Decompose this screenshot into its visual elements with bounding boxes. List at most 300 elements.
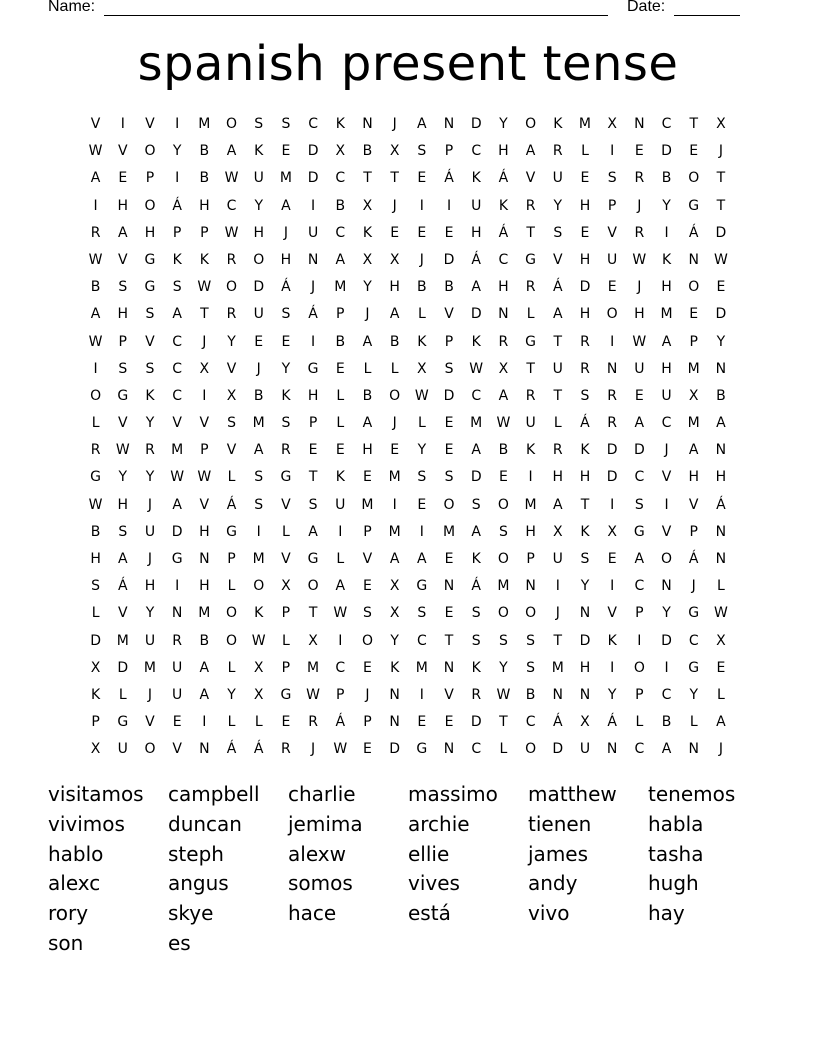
grid-letter: H: [579, 251, 591, 268]
grid-letter: E: [607, 279, 617, 296]
grid-letter: C: [335, 224, 346, 241]
grid-letter: C: [634, 578, 645, 595]
grid-letter: G: [416, 578, 428, 595]
grid-letter: E: [580, 224, 590, 241]
grid-letter: H: [552, 469, 564, 486]
grid-letter: W: [88, 496, 103, 513]
grid-row: [82, 576, 738, 603]
grid-letter: R: [607, 415, 618, 432]
grid-letter: Á: [688, 551, 699, 567]
grid-letter: L: [227, 714, 236, 731]
grid-letter: O: [497, 496, 509, 513]
grid-letter: H: [280, 251, 292, 268]
grid-letter: N: [443, 741, 455, 758]
grid-letter: B: [362, 143, 373, 160]
page-title: spanish present tense: [137, 36, 679, 92]
word-list-item: jemima: [288, 811, 363, 836]
word-list-item: visitamos: [48, 782, 144, 806]
grid-letter: A: [661, 741, 672, 758]
grid-letter: R: [281, 741, 291, 758]
grid-letter: K: [145, 387, 155, 404]
grid-row: [82, 495, 738, 522]
grid-letter: H: [579, 197, 591, 214]
grid-letter: D: [470, 714, 482, 731]
grid-row: [82, 467, 738, 494]
grid-row: [82, 359, 738, 386]
grid-letter: B: [362, 387, 373, 404]
grid-letter: J: [718, 741, 723, 758]
grid-letter: S: [363, 605, 372, 622]
grid-letter: L: [118, 686, 127, 703]
grid-letter: X: [716, 116, 726, 132]
grid-letter: E: [390, 442, 400, 459]
grid-letter: S: [227, 415, 236, 432]
grid-letter: I: [528, 469, 533, 486]
grid-letter: U: [552, 360, 563, 377]
grid-letter: X: [607, 523, 617, 540]
grid-letter: B: [716, 387, 726, 404]
grid-letter: W: [496, 415, 511, 432]
grid-letter: T: [200, 306, 209, 323]
grid-letter: G: [633, 523, 645, 540]
grid-letter: T: [553, 333, 563, 350]
grid-letter: V: [281, 496, 291, 513]
grid-letter: R: [145, 442, 155, 459]
grid-letter: B: [661, 714, 672, 731]
grid-letter: W: [333, 741, 348, 758]
grid-letter: X: [716, 632, 726, 649]
grid-letter: R: [525, 387, 536, 404]
grid-letter: K: [607, 632, 617, 649]
grid-letter: Á: [498, 170, 509, 187]
grid-letter: H: [90, 551, 101, 567]
grid-letter: I: [419, 686, 424, 703]
grid-letter: I: [664, 659, 669, 676]
word-list-item: andy: [528, 871, 578, 896]
grid-letter: Á: [308, 306, 318, 323]
grid-letter: P: [689, 333, 698, 350]
grid-letter: S: [580, 387, 590, 404]
grid-letter: R: [226, 306, 237, 323]
grid-letter: I: [610, 659, 615, 676]
grid-row: [82, 332, 738, 359]
grid-letter: S: [471, 632, 481, 649]
grid-letter: G: [688, 605, 700, 622]
grid-letter: B: [90, 523, 101, 540]
grid-letter: J: [147, 686, 153, 703]
grid-letter: I: [664, 224, 669, 241]
grid-row: [82, 440, 738, 467]
grid-letter: R: [552, 442, 563, 459]
grid-letter: N: [199, 551, 210, 567]
grid-letter: N: [579, 686, 591, 703]
grid-letter: J: [392, 415, 397, 432]
grid-letter: A: [117, 224, 128, 241]
grid-letter: O: [361, 632, 373, 649]
grid-row: [82, 522, 738, 549]
grid-letter: P: [526, 551, 535, 567]
grid-letter: K: [526, 442, 536, 459]
grid-letter: V: [172, 741, 182, 758]
grid-letter: G: [307, 551, 319, 567]
grid-letter: M: [415, 659, 428, 676]
grid-letter: W: [88, 143, 103, 160]
grid-letter: X: [389, 578, 400, 595]
grid-letter: D: [470, 116, 482, 132]
grid-letter: K: [281, 387, 291, 404]
grid-letter: C: [471, 143, 482, 160]
grid-letter: J: [637, 279, 642, 296]
grid-letter: M: [551, 659, 564, 676]
grid-letter: E: [444, 415, 454, 432]
grid-letter: C: [172, 387, 183, 404]
grid-letter: K: [390, 659, 400, 676]
grid-letter: H: [634, 306, 645, 323]
grid-letter: M: [143, 659, 157, 676]
grid-letter: S: [172, 279, 182, 296]
grid-letter: A: [281, 197, 291, 214]
grid-letter: S: [145, 360, 155, 377]
grid-letter: S: [634, 496, 644, 513]
grid-letter: P: [200, 442, 209, 459]
grid-letter: D: [661, 143, 672, 160]
grid-letter: I: [555, 578, 560, 595]
grid-letter: N: [715, 442, 727, 459]
grid-letter: L: [717, 578, 725, 595]
word-list-item: son: [48, 930, 84, 955]
grid-letter: E: [580, 170, 590, 187]
grid-letter: G: [117, 387, 129, 404]
grid-letter: K: [335, 116, 345, 132]
grid-letter: K: [172, 251, 182, 268]
grid-letter: H: [525, 523, 536, 540]
grid-letter: E: [281, 714, 291, 731]
grid-letter: S: [498, 523, 508, 540]
grid-letter: N: [579, 605, 591, 622]
word-list-item: tenemos: [648, 782, 736, 806]
grid-letter: Y: [662, 197, 671, 214]
word-list-item: hay: [648, 901, 685, 926]
grid-letter: M: [198, 605, 211, 622]
grid-letter: A: [661, 333, 672, 350]
word-list-item: james: [528, 841, 589, 866]
grid-letter: G: [144, 279, 156, 296]
grid-letter: B: [525, 686, 536, 703]
grid-letter: A: [688, 442, 699, 459]
grid-letter: N: [307, 251, 319, 268]
grid-letter: I: [392, 496, 397, 513]
grid-letter: S: [118, 360, 128, 377]
grid-letter: E: [716, 659, 726, 676]
grid-letter: C: [226, 197, 237, 214]
date-label: Date:: [627, 0, 666, 15]
grid-letter: O: [389, 387, 401, 404]
grid-letter: Á: [607, 714, 617, 731]
grid-letter: T: [444, 632, 454, 649]
grid-letter: B: [661, 170, 672, 187]
grid-letter: K: [580, 442, 590, 459]
word-list-item: charlie: [288, 782, 356, 806]
grid-letter: Á: [172, 197, 182, 214]
grid-letter: H: [688, 469, 699, 486]
grid-letter: N: [389, 714, 400, 731]
grid-letter: Y: [716, 333, 726, 350]
grid-letter: U: [172, 659, 183, 676]
grid-letter: O: [90, 387, 102, 404]
grid-letter: O: [226, 116, 238, 132]
grid-letter: D: [307, 170, 319, 187]
grid-letter: L: [91, 605, 100, 622]
grid-letter: V: [607, 224, 617, 241]
grid-letter: Y: [499, 116, 508, 132]
grid-letter: O: [633, 659, 645, 676]
grid-letter: R: [90, 224, 101, 241]
grid-letter: U: [471, 197, 482, 214]
grid-letter: T: [689, 116, 698, 132]
grid-letter: Á: [471, 578, 481, 595]
grid-letter: W: [88, 333, 103, 350]
grid-letter: U: [552, 551, 563, 567]
grid-letter: J: [283, 224, 288, 241]
grid-letter: A: [525, 143, 536, 160]
grid-letter: S: [607, 170, 617, 187]
grid-letter: A: [634, 551, 645, 567]
grid-letter: X: [335, 143, 346, 160]
grid-letter: I: [610, 496, 615, 513]
grid-letter: B: [199, 170, 210, 187]
grid-letter: Á: [281, 279, 291, 296]
grid-letter: O: [144, 197, 156, 214]
grid-letter: S: [308, 496, 318, 513]
grid-letter: O: [253, 251, 265, 268]
grid-letter: S: [281, 415, 291, 432]
grid-letter: S: [417, 469, 427, 486]
grid-letter: W: [414, 387, 429, 404]
grid-letter: Y: [607, 686, 617, 703]
grid-letter: W: [632, 333, 647, 350]
grid-letter: C: [634, 469, 645, 486]
grid-letter: V: [226, 442, 237, 459]
grid-letter: Á: [688, 224, 699, 241]
grid-letter: A: [90, 306, 101, 323]
grid-letter: N: [498, 306, 509, 323]
grid-letter: A: [172, 496, 182, 513]
grid-letter: I: [120, 116, 125, 132]
grid-letter: G: [688, 197, 700, 214]
grid-letter: R: [90, 442, 101, 459]
grid-letter: P: [118, 333, 127, 350]
grid-letter: E: [444, 605, 454, 622]
grid-letter: J: [419, 251, 424, 268]
grid-letter: P: [281, 605, 291, 622]
grid-letter: K: [661, 251, 672, 268]
grid-letter: J: [256, 360, 261, 377]
grid-letter: R: [172, 632, 183, 649]
grid-letter: I: [93, 360, 98, 377]
grid-letter: L: [227, 578, 236, 595]
grid-letter: T: [308, 469, 318, 486]
grid-letter: R: [281, 442, 291, 459]
grid-letter: H: [253, 224, 264, 241]
grid-letter: G: [280, 469, 292, 486]
grid-letter: V: [199, 496, 210, 513]
grid-letter: N: [634, 116, 645, 132]
grid-letter: O: [253, 578, 265, 595]
grid-letter: E: [363, 578, 372, 595]
grid-letter: U: [172, 686, 183, 703]
grid-letter: C: [335, 170, 346, 187]
grid-letter: M: [116, 632, 129, 649]
grid-letter: T: [390, 170, 399, 187]
grid-letter: O: [525, 741, 537, 758]
grid-letter: U: [335, 496, 346, 513]
grid-letter: O: [688, 170, 700, 187]
grid-letter: T: [526, 224, 535, 241]
grid-letter: I: [175, 116, 180, 132]
grid-letter: P: [281, 659, 291, 676]
grid-letter: N: [443, 659, 455, 676]
grid-letter: G: [280, 686, 292, 703]
grid-letter: E: [689, 306, 699, 323]
grid-letter: S: [254, 116, 264, 132]
grid-letter: Á: [471, 251, 481, 268]
grid-letter: U: [253, 170, 264, 187]
grid-letter: R: [580, 333, 590, 350]
word-list-item: alexc: [48, 871, 101, 896]
grid-letter: L: [417, 306, 426, 323]
grid-letter: S: [145, 306, 155, 323]
grid-letter: C: [525, 714, 536, 731]
grid-letter: A: [389, 551, 400, 567]
grid-row: [82, 712, 738, 739]
grid-letter: M: [687, 415, 700, 432]
grid-letter: H: [199, 523, 210, 540]
grid-letter: V: [607, 605, 617, 622]
grid-letter: T: [580, 496, 590, 513]
grid-letter: X: [362, 197, 373, 214]
grid-letter: X: [389, 251, 400, 268]
grid-letter: A: [471, 279, 481, 296]
grid-letter: U: [144, 632, 156, 649]
grid-row: [82, 685, 738, 712]
grid-letter: V: [145, 333, 155, 350]
grid-letter: V: [688, 496, 699, 513]
grid-letter: A: [362, 415, 373, 432]
grid-letter: V: [145, 714, 155, 731]
grid-letter: V: [117, 605, 128, 622]
grid-letter: L: [689, 714, 698, 731]
grid-letter: U: [552, 170, 563, 187]
grid-letter: L: [282, 523, 290, 540]
grid-letter: I: [610, 333, 615, 350]
grid-letter: G: [117, 714, 129, 731]
grid-letter: D: [443, 251, 455, 268]
grid-letter: K: [254, 143, 264, 160]
grid-letter: D: [470, 469, 482, 486]
grid-letter: A: [90, 170, 101, 187]
grid-letter: S: [553, 224, 563, 241]
grid-letter: V: [552, 251, 563, 268]
grid-letter: O: [144, 741, 156, 758]
grid-letter: I: [419, 523, 424, 540]
grid-letter: N: [606, 741, 618, 758]
grid-letter: V: [661, 469, 672, 486]
grid-letter: W: [496, 686, 511, 703]
word-list-item: alexw: [288, 841, 346, 866]
grid-letter: X: [417, 360, 427, 377]
grid-letter: D: [715, 224, 727, 241]
grid-letter: W: [197, 469, 212, 486]
grid-letter: K: [91, 686, 101, 703]
grid-letter: P: [308, 415, 318, 432]
grid-letter: E: [607, 551, 617, 567]
grid-letter: Y: [390, 632, 399, 649]
grid-letter: N: [606, 360, 618, 377]
grid-letter: U: [253, 306, 264, 323]
grid-letter: Y: [227, 333, 236, 350]
name-blank-line: [104, 15, 608, 16]
grid-letter: D: [579, 632, 591, 649]
grid-letter: Á: [444, 170, 454, 187]
grid-letter: D: [661, 632, 672, 649]
grid-letter: R: [308, 714, 318, 731]
grid-letter: J: [392, 197, 397, 214]
grid-letter: E: [335, 360, 345, 377]
grid-letter: O: [443, 496, 455, 513]
grid-letter: G: [688, 659, 700, 676]
grid-letter: Y: [662, 605, 671, 622]
word-list-item: vivo: [528, 901, 570, 926]
grid-letter: G: [416, 741, 428, 758]
grid-letter: M: [307, 659, 320, 676]
word-list-item: vives: [408, 871, 460, 896]
grid-letter: A: [417, 551, 427, 567]
grid-letter: O: [525, 605, 537, 622]
grid-letter: E: [172, 714, 182, 731]
grid-letter: J: [691, 578, 696, 595]
grid-letter: L: [91, 415, 100, 432]
grid-letter: V: [117, 251, 128, 268]
grid-letter: L: [635, 714, 644, 731]
grid-letter: K: [553, 116, 563, 132]
grid-letter: J: [202, 333, 207, 350]
grid-letter: Y: [145, 415, 155, 432]
grid-row: [82, 223, 738, 250]
grid-letter: M: [334, 279, 347, 296]
grid-letter: G: [226, 523, 237, 540]
grid-letter: K: [335, 469, 345, 486]
grid-letter: R: [552, 143, 563, 160]
grid-letter: J: [365, 686, 370, 703]
grid-letter: D: [606, 442, 618, 459]
grid-row: [82, 658, 738, 685]
grid-letter: N: [715, 523, 727, 540]
grid-letter: B: [90, 279, 101, 296]
grid-letter: D: [633, 442, 645, 459]
grid-letter: P: [444, 143, 454, 160]
grid-letter: A: [471, 523, 481, 540]
grid-letter: P: [363, 523, 372, 540]
grid-letter: X: [552, 523, 563, 540]
grid-letter: R: [498, 333, 509, 350]
grid-letter: X: [199, 360, 210, 377]
grid-letter: E: [444, 551, 454, 567]
grid-letter: H: [661, 279, 672, 296]
grid-letter: G: [90, 469, 102, 486]
grid-letter: W: [197, 279, 212, 296]
grid-letter: W: [170, 469, 185, 486]
grid-letter: N: [389, 686, 400, 703]
